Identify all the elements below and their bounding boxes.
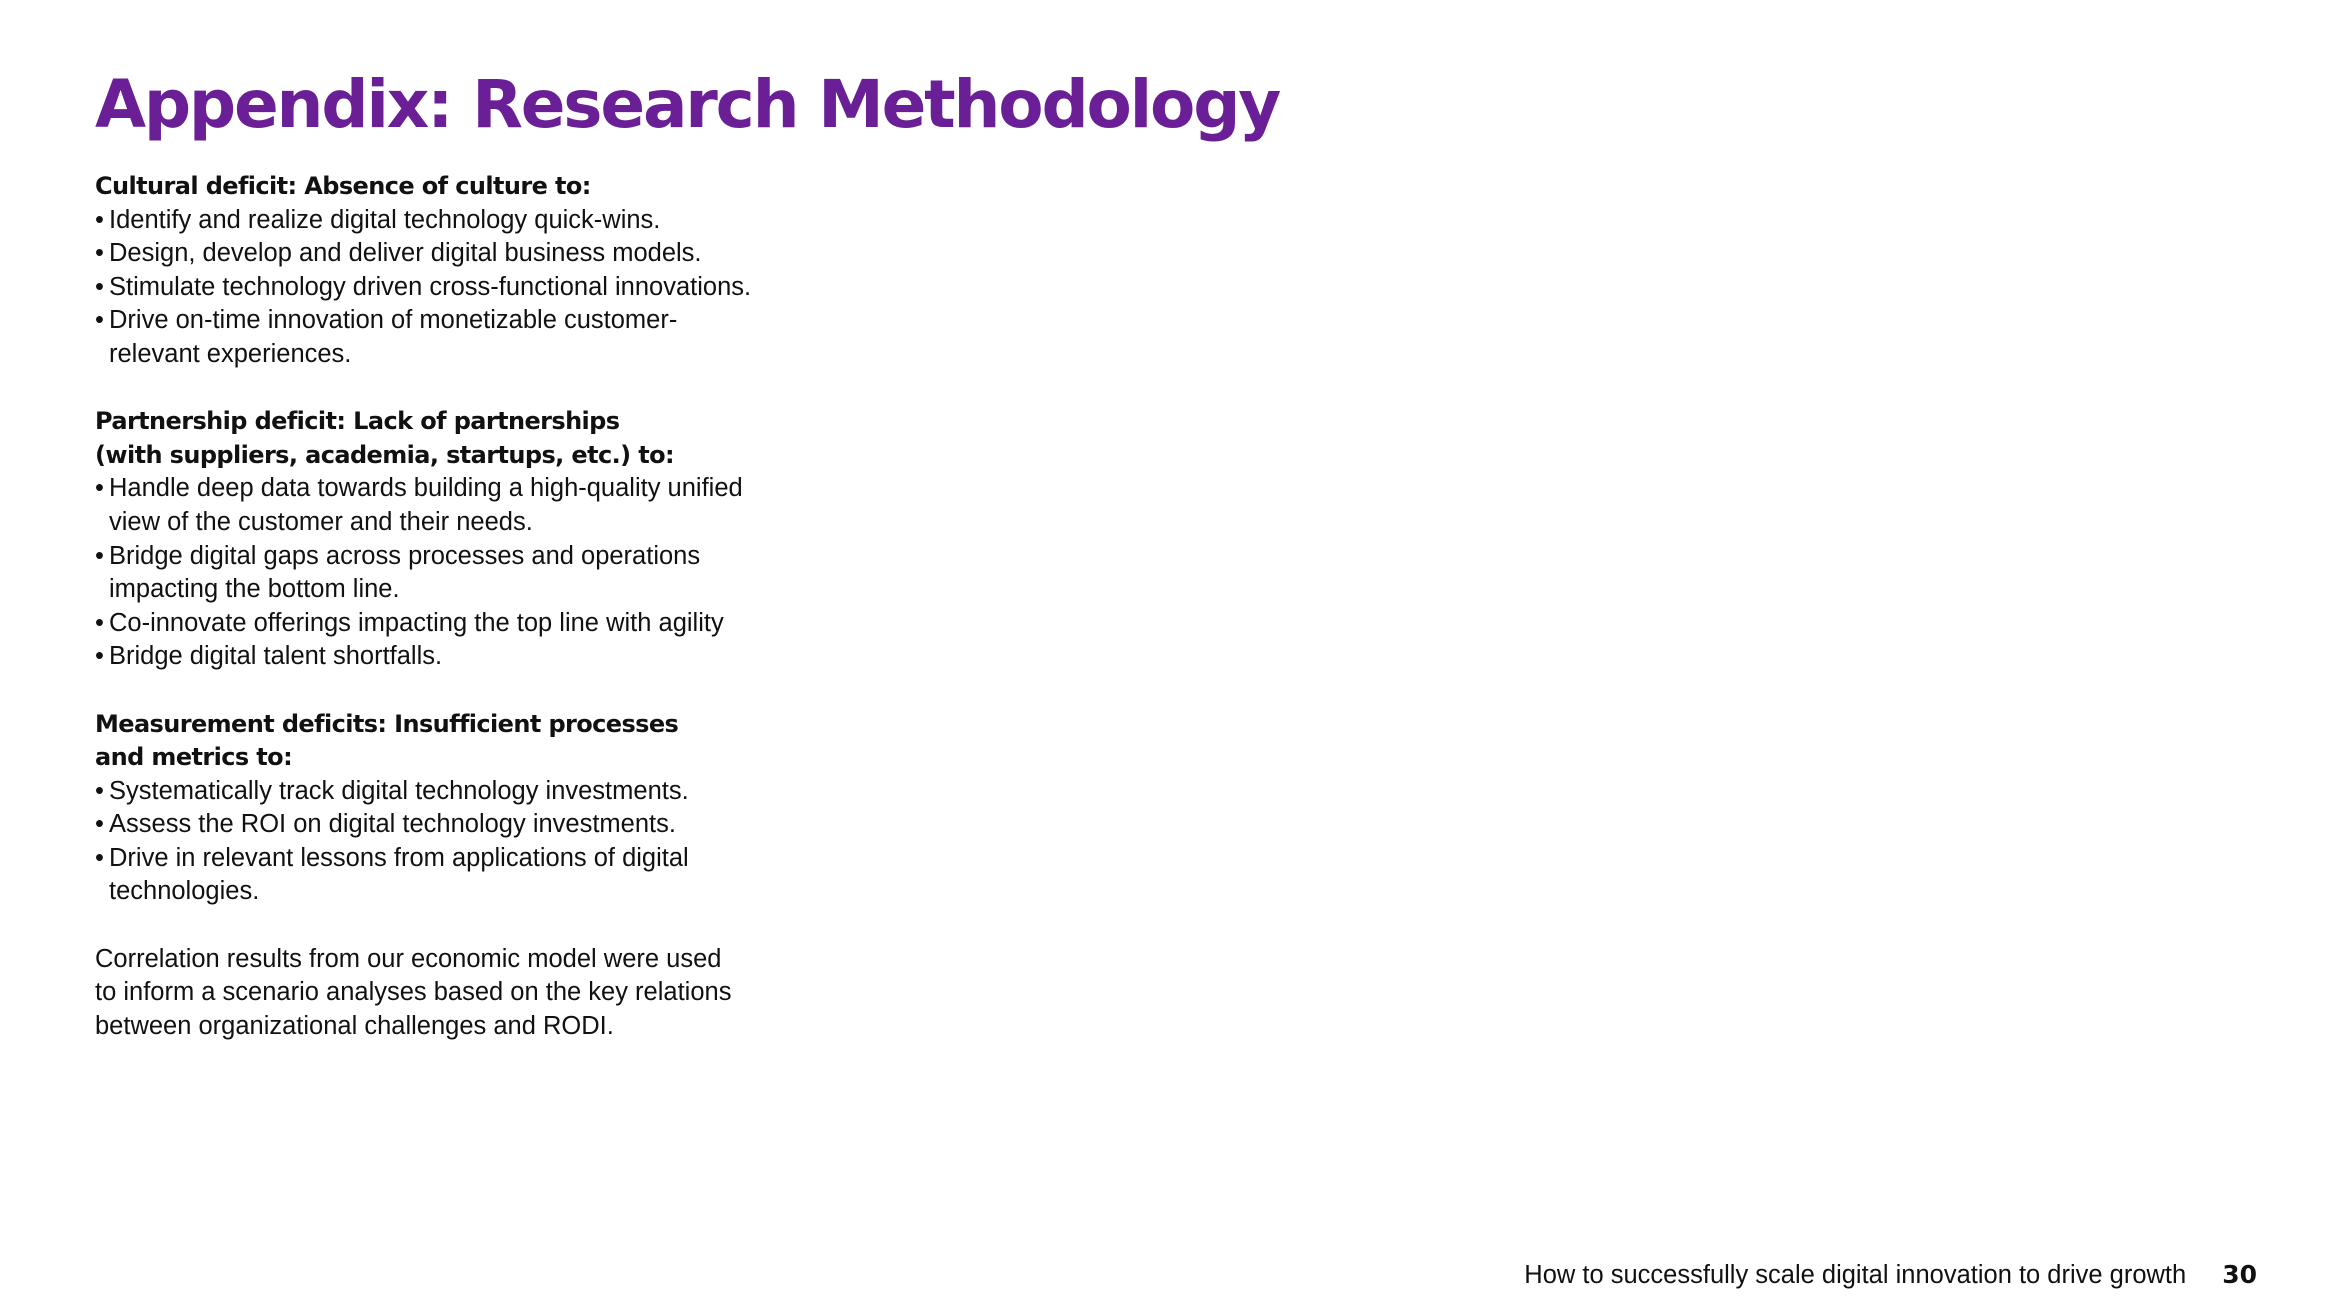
list-item xyxy=(95,304,815,371)
bullet-text: impacting the bottom line. xyxy=(109,575,400,604)
bullet-text: relevant experiences. xyxy=(109,339,352,368)
bullet-text: Co-innovate offerings impacting the top line with agility xyxy=(109,608,724,637)
bullet-text: Bridge digital gaps across processes and operations xyxy=(109,541,701,570)
section-heading xyxy=(95,405,815,472)
list-item xyxy=(95,808,815,842)
list-item xyxy=(95,540,815,607)
bullet-list xyxy=(95,472,815,674)
bullet-text: Bridge digital talent shortfalls. xyxy=(109,642,443,671)
heading-line: and metrics to: xyxy=(95,743,293,772)
list-item xyxy=(95,640,815,674)
section-partnership-deficit xyxy=(95,405,815,674)
page-footer xyxy=(1524,1258,2257,1293)
bullet-text: Handle deep data towards building a high-quality unified xyxy=(109,474,743,503)
list-item xyxy=(95,842,815,909)
bullet-list xyxy=(95,775,815,909)
footer-document-title: How to successfully scale digital innovation to drive growth xyxy=(1524,1261,2187,1289)
bullet-list xyxy=(95,204,815,372)
section-heading xyxy=(95,170,815,204)
page-number: 30 xyxy=(2222,1260,2257,1289)
bullet-text: Stimulate technology driven cross-functional innovations. xyxy=(109,272,752,301)
bullet-text: view of the customer and their needs. xyxy=(109,507,533,536)
page-title: Appendix: Research Methodology xyxy=(95,66,1280,143)
bullet-text: Assess the ROI on digital technology investments. xyxy=(109,810,676,839)
list-item xyxy=(95,472,815,539)
methodology-content xyxy=(95,170,815,1043)
bullet-text: Systematically track digital technology investments. xyxy=(109,776,689,805)
heading-line: Measurement deficits: Insufficient processes xyxy=(95,709,679,738)
bullet-text: Drive on-time innovation of monetizable customer- xyxy=(109,306,678,335)
heading-line: (with suppliers, academia, startups, etc.) to: xyxy=(95,440,674,469)
bullet-text: Drive in relevant lessons from applications of digital xyxy=(109,843,689,872)
section-cultural-deficit xyxy=(95,170,815,372)
paragraph-line: between organizational challenges and RODI. xyxy=(95,1011,614,1040)
bullet-text: Identify and realize digital technology quick-wins. xyxy=(109,205,661,234)
list-item xyxy=(95,271,815,305)
list-item xyxy=(95,204,815,238)
list-item xyxy=(95,775,815,809)
heading-line: Cultural deficit: Absence of culture to: xyxy=(95,172,591,200)
list-item xyxy=(95,607,815,641)
list-item xyxy=(95,237,815,271)
section-heading xyxy=(95,708,815,775)
bullet-text: technologies. xyxy=(109,877,260,906)
section-measurement-deficits xyxy=(95,708,815,910)
heading-line: Partnership deficit: Lack of partnerships xyxy=(95,407,620,436)
paragraph-line: Correlation results from our economic model were used xyxy=(95,944,722,973)
closing-paragraph xyxy=(95,943,815,1044)
paragraph-line: to inform a scenario analyses based on the key relations xyxy=(95,978,732,1007)
bullet-text: Design, develop and deliver digital business models. xyxy=(109,239,702,268)
